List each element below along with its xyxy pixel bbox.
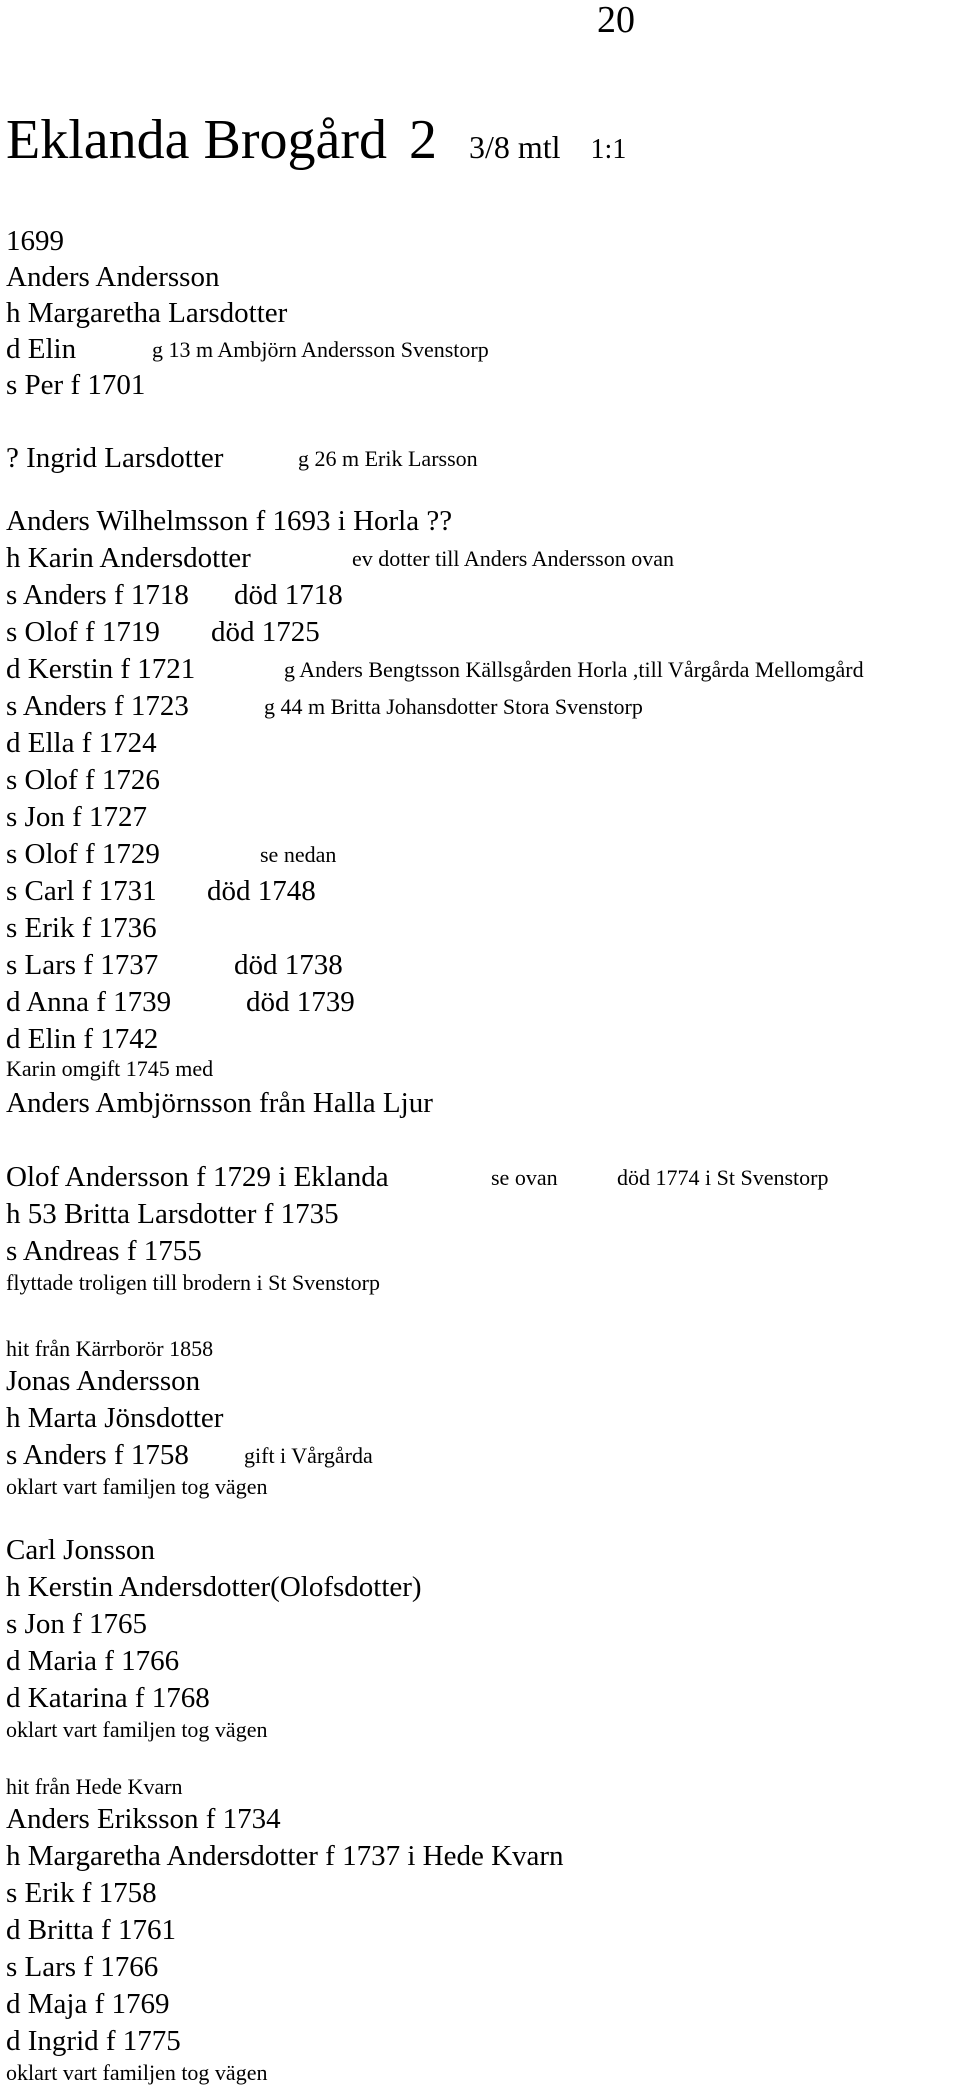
entry-son: s Jon f 1727 — [6, 801, 147, 833]
entry-death: död 1725 — [211, 616, 320, 648]
entry-son: s Erik f 1736 — [6, 912, 157, 944]
entry-daughter: d Ella f 1724 — [6, 727, 157, 759]
entry-daughter: d Katarina f 1768 — [6, 1682, 210, 1714]
entry-wife: h 53 Britta Larsdotter f 1735 — [6, 1198, 339, 1230]
entry-note: ev dotter till Anders Andersson ovan — [352, 546, 675, 571]
entry-head: Carl Jonsson — [6, 1534, 156, 1566]
entry-head: Anders Eriksson f 1734 — [6, 1803, 281, 1835]
entry-son: s Olof f 1726 — [6, 764, 160, 796]
entry-death: död 1738 — [234, 949, 343, 981]
title-number: 2 — [408, 109, 437, 171]
entry-death: död 1739 — [246, 986, 355, 1018]
entry-origin: hit från Kärrborör 1858 — [6, 1336, 214, 1361]
entry-wife: h Marta Jönsdotter — [6, 1402, 224, 1434]
entry-daughter: d Elin f 1742 — [6, 1023, 159, 1055]
entry-note: se nedan — [260, 842, 337, 867]
entry-note: g Anders Bengtsson Källsgården Horla ,till Vårgårda Mellomgård — [284, 657, 864, 682]
entry-note: gift i Vårgårda — [244, 1443, 373, 1468]
entry-note: oklart vart familjen tog vägen — [6, 1474, 268, 1499]
entry-daughter: d Elin — [6, 333, 77, 365]
entry-head: Jonas Andersson — [6, 1365, 201, 1397]
entry-daughter: d Maja f 1769 — [6, 1988, 170, 2020]
entry-daughter: d Ingrid f 1775 — [6, 2025, 181, 2057]
entry-note: oklart vart familjen tog vägen — [6, 1717, 268, 1742]
entry-head: Anders Ambjörnsson från Halla Ljur — [6, 1087, 433, 1119]
entry-head: Anders Andersson — [6, 261, 220, 293]
entry-note: se ovan — [491, 1165, 558, 1190]
title-name: Eklanda Brogård — [6, 109, 387, 171]
entry-son: s Erik f 1758 — [6, 1877, 157, 1909]
entry-note: g 26 m Erik Larsson — [298, 446, 478, 471]
entry-son: s Olof f 1719 — [6, 616, 160, 648]
entry-year: 1699 — [6, 225, 64, 257]
page-title — [6, 108, 626, 172]
page-number: 20 — [597, 0, 635, 41]
entry-person: ? Ingrid Larsdotter — [6, 442, 224, 474]
entry-wife: h Karin Andersdotter — [6, 542, 251, 574]
entry-son: s Andreas f 1755 — [6, 1235, 202, 1267]
entry-death: död 1718 — [234, 579, 343, 611]
entry-son: s Jon f 1765 — [6, 1608, 147, 1640]
entry-note: Karin omgift 1745 med — [6, 1056, 214, 1081]
entry-son: s Carl f 1731 — [6, 875, 157, 907]
entry-wife: h Margaretha Larsdotter — [6, 297, 288, 329]
entry-son: s Lars f 1737 — [6, 949, 159, 981]
title-mtl: 3/8 mtl — [468, 129, 561, 165]
entry-son: s Anders f 1758 — [6, 1439, 189, 1471]
entry-wife: h Margaretha Andersdotter f 1737 i Hede Kvarn — [6, 1840, 564, 1872]
entry-daughter: d Maria f 1766 — [6, 1645, 180, 1677]
entry-note: flyttade troligen till brodern i St Svenstorp — [6, 1270, 380, 1295]
entry-origin: hit från Hede Kvarn — [6, 1774, 183, 1799]
entry-head: Olof Andersson f 1729 i Eklanda — [6, 1161, 389, 1193]
entry-note: g 13 m Ambjörn Andersson Svenstorp — [152, 337, 489, 362]
entry-head: Anders Wilhelmsson f 1693 i Horla ?? — [6, 505, 453, 537]
entry-note: oklart vart familjen tog vägen — [6, 2060, 268, 2085]
entry-wife: h Kerstin Andersdotter(Olofsdotter) — [6, 1571, 422, 1603]
entry-daughter: d Britta f 1761 — [6, 1914, 176, 1946]
entry-death: död 1774 i St Svenstorp — [617, 1165, 829, 1190]
entry-son: s Olof f 1729 — [6, 838, 160, 870]
entry-death: död 1748 — [207, 875, 316, 907]
entry-daughter: d Kerstin f 1721 — [6, 653, 196, 685]
entry-son: s Per f 1701 — [6, 369, 146, 401]
entry-son: s Anders f 1718 — [6, 579, 189, 611]
title-ratio: 1:1 — [590, 134, 627, 165]
entry-daughter: d Anna f 1739 — [6, 986, 172, 1018]
entry-son: s Anders f 1723 — [6, 690, 189, 722]
entry-note: g 44 m Britta Johansdotter Stora Svenstorp — [264, 694, 643, 719]
entry-son: s Lars f 1766 — [6, 1951, 159, 1983]
